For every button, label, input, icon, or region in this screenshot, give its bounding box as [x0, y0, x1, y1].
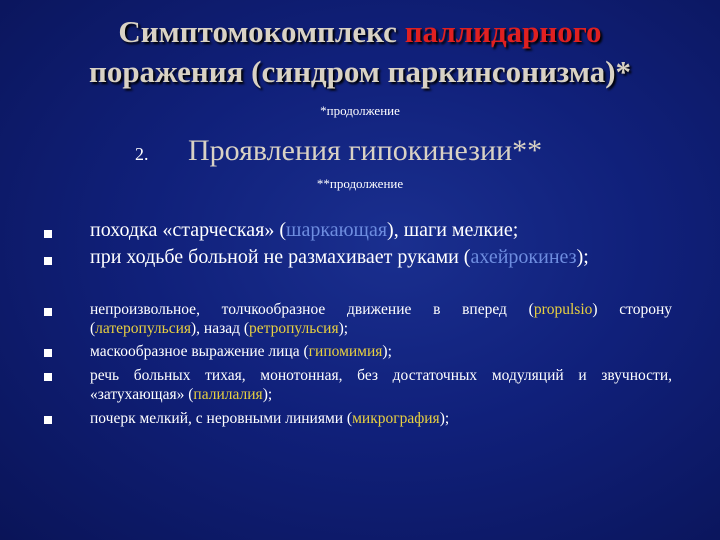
term: ахейрокинез	[470, 246, 577, 268]
bullet-square-icon	[44, 308, 52, 316]
term: propulsio	[533, 301, 593, 318]
title-line2: поражения (синдром паркинсонизма)*	[88, 54, 632, 89]
bullet-square-icon	[44, 230, 52, 238]
slide-title	[0, 12, 720, 92]
list-item: походка «старческая» (шаркающая), шаги мелкие;	[90, 219, 519, 241]
bullet-square-icon	[44, 416, 52, 424]
list-item: речь больных тихая, монотонная, без достаточных модуляций и звучности, «затухающая» (палилалия);	[90, 367, 672, 403]
continuation-note-1: *продолжение	[320, 103, 400, 118]
bullet-square-icon	[44, 373, 52, 381]
term: ретропульсия	[249, 320, 339, 337]
term: гипомимия	[308, 343, 383, 360]
term: шаркающая	[286, 219, 388, 241]
term: латеропульсия	[95, 320, 192, 337]
title-line1-a: Симптомокомплекс	[118, 14, 405, 49]
list-item: почерк мелкий, с неровными линиями (микрография);	[90, 410, 450, 427]
list-item: при ходьбе больной не размахивает руками (ахейрокинез);	[90, 246, 589, 268]
title-line1-highlight: паллидарного	[404, 14, 602, 49]
subheading-number: 2.	[135, 144, 149, 164]
continuation-note-2: **продолжение	[316, 176, 404, 191]
list-item: непроизвольное, толчкообразное движение в вперед (propulsio) сторону (латеропульсия), назад (ретропульсия);	[90, 301, 673, 337]
list-item: маскообразное выражение лица (гипомимия);	[90, 343, 392, 360]
term: микрография	[352, 410, 440, 427]
term: палилалия	[193, 386, 263, 403]
subheading-title: Проявления гипокинезии**	[188, 134, 543, 167]
bullet-square-icon	[44, 257, 52, 265]
bullet-square-icon	[44, 349, 52, 357]
